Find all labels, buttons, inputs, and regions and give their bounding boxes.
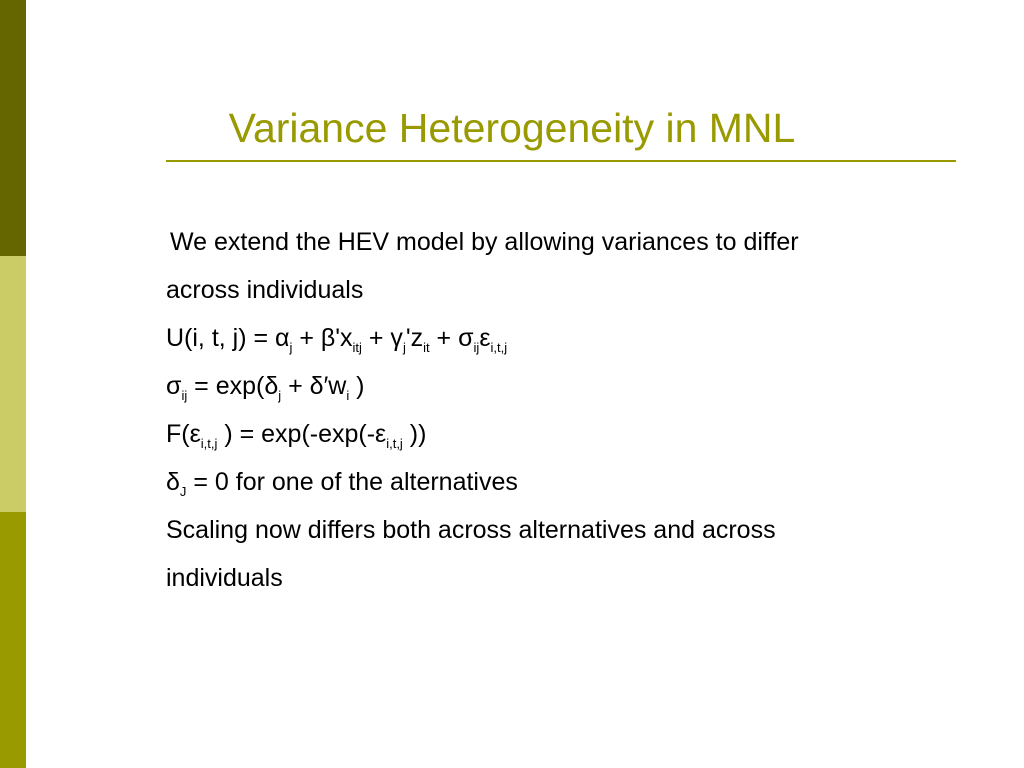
intro-line-2: across individuals <box>166 276 364 304</box>
intro-line-1: We extend the HEV model by allowing variances to differ <box>170 228 799 256</box>
side-band-mid <box>0 512 26 768</box>
delta-j-subscript: j <box>278 388 282 403</box>
cdf-lhs: F(ε <box>166 420 201 448</box>
epsilon-term: ε <box>479 324 491 352</box>
cdf-lhs-subscript: i,t,j <box>200 436 218 451</box>
utility-equation <box>166 314 966 362</box>
cdf-rhs-subscript: i,t,j <box>386 436 403 451</box>
scaling-line-2: individuals <box>166 564 283 592</box>
cdf-rhs: ) = exp(-exp(-ε <box>217 420 387 448</box>
x-subscript: itj <box>352 340 362 355</box>
slide-body <box>166 218 966 602</box>
cdf-equation <box>166 410 966 458</box>
sigma-equation <box>166 362 966 410</box>
delta-symbol: δ <box>166 468 180 496</box>
scaling-line-1: Scaling now differs both across alternatives and across <box>166 516 776 544</box>
sigma-close: ) <box>349 372 365 400</box>
normalization-text: = 0 for one of the alternatives <box>186 468 518 496</box>
utility-lhs: U(i, t, j) <box>166 324 247 352</box>
sigma-symbol: σ <box>166 372 182 400</box>
beta-term: + β'x <box>292 324 353 352</box>
cdf-close: )) <box>402 420 427 448</box>
gamma-subscript: j <box>402 340 406 355</box>
side-band-light <box>0 256 26 512</box>
delta-J-subscript: J <box>179 484 187 499</box>
w-subscript: i <box>346 388 350 403</box>
utility-eq: = α <box>246 324 290 352</box>
delta-w-term: + δ′w <box>281 372 347 400</box>
z-subscript: it <box>423 340 430 355</box>
sigma-eq: = exp(δ <box>187 372 279 400</box>
sigma-term: + σ <box>429 324 474 352</box>
normalization-line <box>166 458 966 506</box>
alpha-subscript: j <box>289 340 293 355</box>
slide-title: Variance Heterogeneity in MNL <box>228 105 796 151</box>
z-term: 'z <box>405 324 424 352</box>
sigma-ij-subscript: ij <box>181 388 188 403</box>
gamma-term: + γ <box>361 324 403 352</box>
sigma-subscript: ij <box>473 340 480 355</box>
epsilon-subscript: i,t,j <box>490 340 508 355</box>
title-underline <box>166 160 956 162</box>
